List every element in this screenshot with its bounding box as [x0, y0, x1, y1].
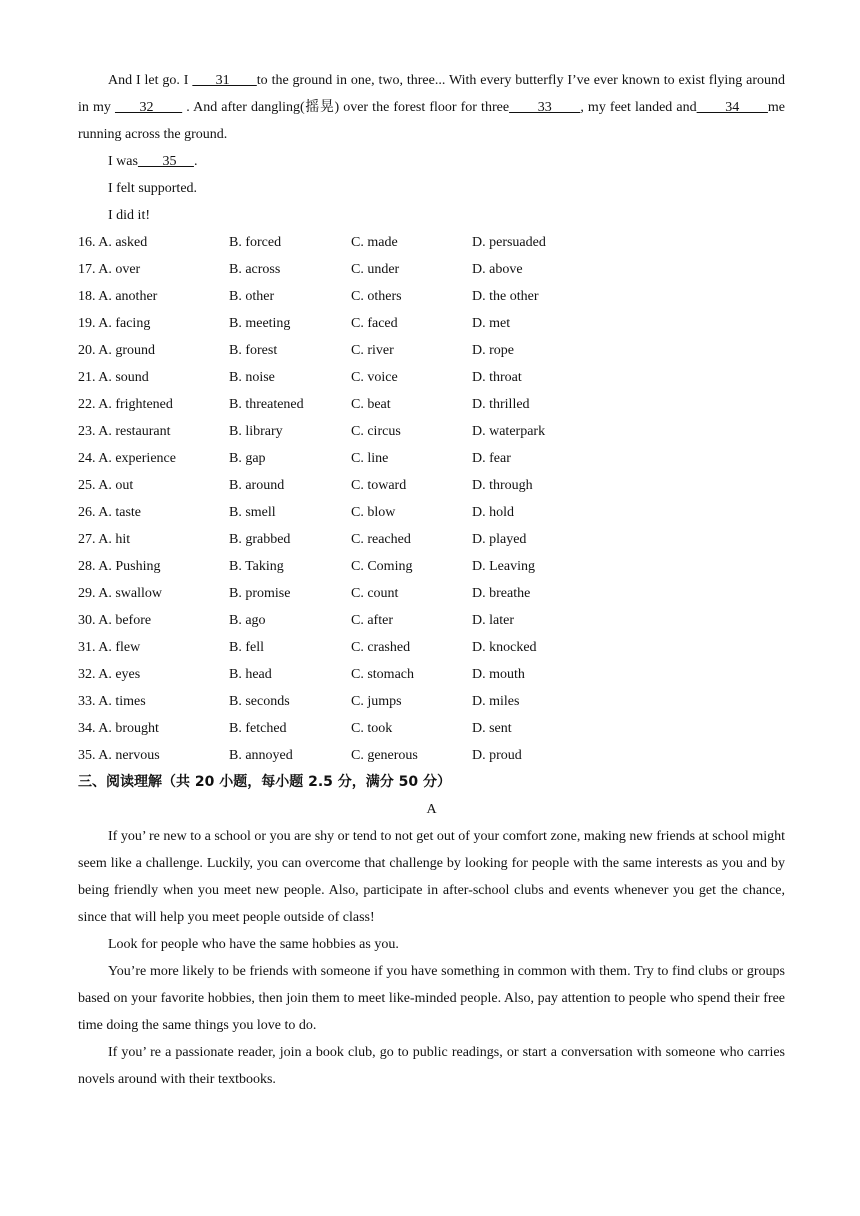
option-d: D. later [472, 613, 514, 628]
option-a: 28. A. Pushing [78, 559, 161, 574]
passage-letter: A [426, 802, 437, 817]
option-row [78, 661, 785, 688]
blank-32: 32 [114, 100, 183, 115]
option-d: D. the other [472, 289, 539, 304]
option-row [78, 580, 785, 607]
option-c: C. reached [351, 532, 411, 547]
option-d: D. mouth [472, 667, 525, 682]
option-d: D. Leaving [472, 559, 535, 574]
option-row [78, 391, 785, 418]
option-b: B. other [229, 289, 275, 304]
option-b: B. annoyed [229, 748, 293, 763]
option-a: 16. A. asked [78, 235, 148, 250]
option-row [78, 337, 785, 364]
option-a: 31. A. flew [78, 640, 141, 655]
option-a: 18. A. another [78, 289, 158, 304]
option-row [78, 229, 785, 256]
option-d: D. through [472, 478, 533, 493]
option-c: C. crashed [351, 640, 411, 655]
option-b: B. forced [229, 235, 282, 250]
option-a: 19. A. facing [78, 316, 151, 331]
options-list [78, 229, 785, 769]
passage-text: , my feet landed and [580, 100, 697, 115]
option-d: D. fear [472, 451, 511, 466]
option-b: B. fell [229, 640, 264, 655]
option-d: D. rope [472, 343, 514, 358]
option-c: C. took [351, 721, 393, 736]
option-d: D. knocked [472, 640, 537, 655]
option-d: D. waterpark [472, 424, 546, 439]
option-d: D. breathe [472, 586, 531, 601]
option-c: C. toward [351, 478, 407, 493]
option-c: C. generous [351, 748, 418, 763]
option-a: 25. A. out [78, 478, 134, 493]
option-row [78, 499, 785, 526]
passage-text: . [193, 154, 198, 169]
option-c: C. under [351, 262, 400, 277]
option-a: 22. A. frightened [78, 397, 173, 412]
option-a: 23. A. restaurant [78, 424, 171, 439]
option-b: B. grabbed [229, 532, 291, 547]
passage-text: . And after dangling(摇晃) over the forest floor for three [182, 100, 510, 115]
option-a: 17. A. over [78, 262, 141, 277]
option-a: 21. A. sound [78, 370, 149, 385]
passage-text: to the ground in one, two, three... With every butterfly I’ve ever known to exist flying around in my [78, 73, 785, 115]
option-d: D. above [472, 262, 523, 277]
option-a: 33. A. times [78, 694, 146, 709]
option-c: C. made [351, 235, 398, 250]
option-b: B. promise [229, 586, 291, 601]
option-row [78, 283, 785, 310]
passage-line: I did it! [108, 208, 150, 223]
option-a: 32. A. eyes [78, 667, 141, 682]
passage-line [78, 148, 785, 175]
option-c: C. stomach [351, 667, 414, 682]
option-b: B. threatened [229, 397, 304, 412]
option-b: B. around [229, 478, 285, 493]
option-row [78, 445, 785, 472]
option-b: B. noise [229, 370, 275, 385]
option-row [78, 418, 785, 445]
option-a: 20. A. ground [78, 343, 155, 358]
option-a: 30. A. before [78, 613, 152, 628]
option-c: C. beat [351, 397, 391, 412]
reading-paragraph: You’re more likely to be friends with someone if you have something in common with them. Try to find clubs or groups based on your favorite hobbies, then join them to meet like-minded people. Also, pay attention to people who spend their free time doing the same things you love to do. [78, 964, 785, 1033]
option-b: B. forest [229, 343, 278, 358]
reading-paragraph: If you’ re a passionate reader, join a book club, go to public readings, or start a conversation with someone who carries novels around with their textbooks. [78, 1045, 785, 1087]
option-c: C. circus [351, 424, 401, 439]
option-a: 27. A. hit [78, 532, 131, 547]
option-row [78, 310, 785, 337]
option-a: 34. A. brought [78, 721, 159, 736]
option-c: C. count [351, 586, 399, 601]
option-row [78, 607, 785, 634]
passage-text: I was [108, 154, 138, 169]
document-page [78, 67, 785, 1093]
blank-35: 35 [137, 154, 194, 169]
option-c: C. blow [351, 505, 396, 520]
option-b: B. across [229, 262, 281, 277]
passage-paragraph [78, 67, 785, 148]
option-b: B. seconds [229, 694, 290, 709]
option-d: D. met [472, 316, 511, 331]
option-c: C. line [351, 451, 389, 466]
option-c: C. faced [351, 316, 398, 331]
option-b: B. ago [229, 613, 266, 628]
option-row [78, 526, 785, 553]
section-title: 三、阅读理解（共 20 小题，每小题 2.5 分，满分 50 分） [78, 774, 452, 790]
option-d: D. hold [472, 505, 514, 520]
option-c: C. river [351, 343, 394, 358]
option-a: 29. A. swallow [78, 586, 162, 601]
option-a: 26. A. taste [78, 505, 141, 520]
blank-33: 33 [509, 100, 581, 115]
option-c: C. voice [351, 370, 398, 385]
option-c: C. jumps [351, 694, 402, 709]
blank-31: 31 [192, 73, 257, 88]
option-b: B. library [229, 424, 283, 439]
option-d: D. played [472, 532, 527, 547]
passage-line: I felt supported. [108, 181, 198, 196]
passage-text: me running across the ground. [78, 100, 786, 142]
blank-34: 34 [696, 100, 768, 115]
option-row [78, 553, 785, 580]
option-d: D. sent [472, 721, 512, 736]
passage-text: And I let go. I [108, 73, 193, 88]
option-c: C. others [351, 289, 402, 304]
option-row [78, 742, 785, 769]
option-b: B. gap [229, 451, 266, 466]
option-a: 24. A. experience [78, 451, 176, 466]
option-b: B. fetched [229, 721, 287, 736]
option-d: D. proud [472, 748, 522, 763]
option-b: B. head [229, 667, 272, 682]
option-b: B. meeting [229, 316, 291, 331]
option-d: D. throat [472, 370, 522, 385]
option-b: B. Taking [229, 559, 284, 574]
option-c: C. Coming [351, 559, 413, 574]
option-c: C. after [351, 613, 393, 628]
option-a: 35. A. nervous [78, 748, 160, 763]
option-d: D. miles [472, 694, 520, 709]
option-row [78, 634, 785, 661]
option-d: D. thrilled [472, 397, 530, 412]
option-row [78, 688, 785, 715]
option-row [78, 472, 785, 499]
option-d: D. persuaded [472, 235, 546, 250]
reading-paragraph: If you’ re new to a school or you are shy or tend to not get out of your comfort zone, making new friends at school might seem like a challenge. Luckily, you can overcome that challenge by looking for people with the same interests as you and by being friendly when you meet new people. Also, participate in after-school clubs and events whenever you get the chance, since that will help you meet people outside of class! [78, 829, 785, 925]
option-row [78, 256, 785, 283]
option-row [78, 364, 785, 391]
option-b: B. smell [229, 505, 276, 520]
reading-subheading: Look for people who have the same hobbies as you. [108, 937, 399, 952]
option-row [78, 715, 785, 742]
